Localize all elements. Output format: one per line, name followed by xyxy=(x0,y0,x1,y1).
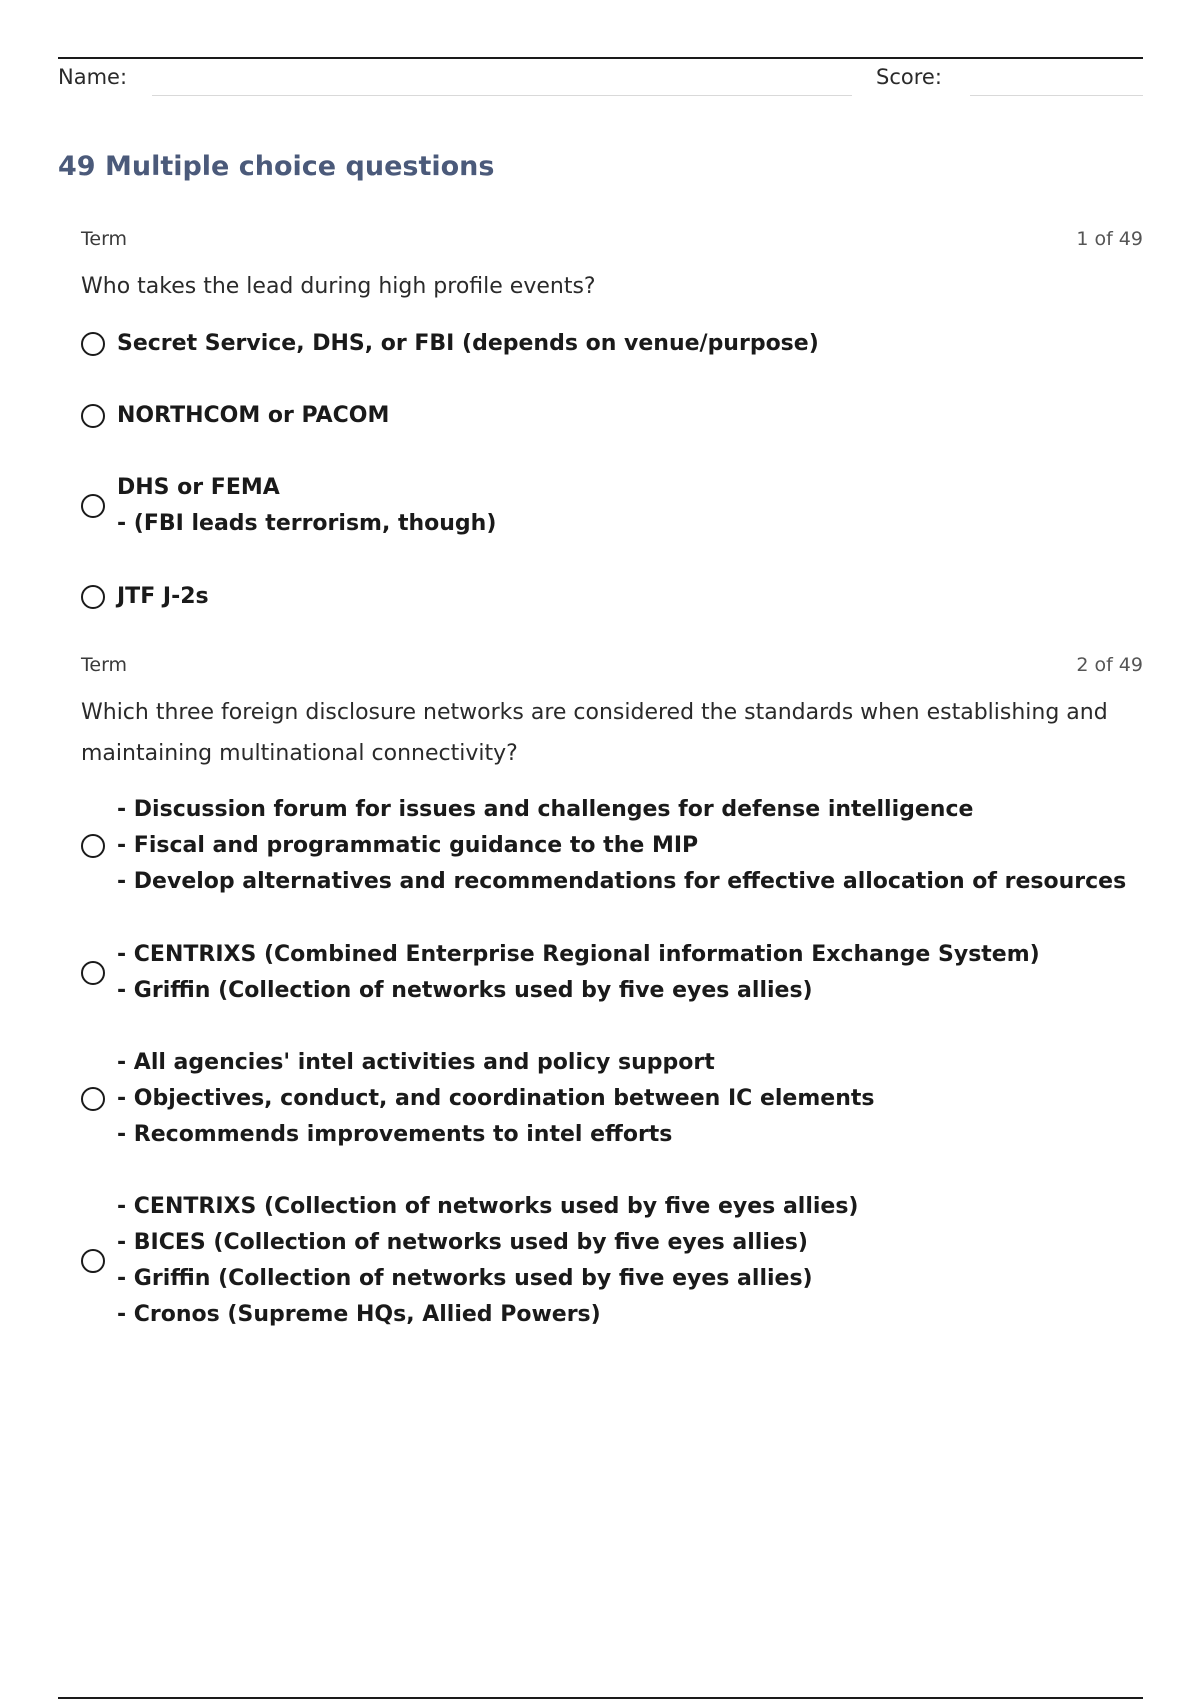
score-label: Score: xyxy=(876,65,942,89)
answer-option[interactable] xyxy=(81,579,209,615)
answer-option[interactable] xyxy=(81,470,496,542)
answer-option[interactable] xyxy=(81,1045,874,1153)
option-text: - (FBI leads terrorism, though) xyxy=(117,511,497,536)
option-text: DHS or FEMA xyxy=(117,475,280,500)
option-text: - Objectives, conduct, and coordination between IC elements xyxy=(117,1086,875,1111)
option-text: - Develop alternatives and recommendations for effective allocation of resources xyxy=(117,869,1127,894)
radio-circle-icon[interactable] xyxy=(81,494,105,518)
radio-circle-icon[interactable] xyxy=(81,961,105,985)
section-title: 49 Multiple choice questions xyxy=(58,151,495,182)
option-text: NORTHCOM or PACOM xyxy=(117,403,390,428)
option-text: - Cronos (Supreme HQs, Allied Powers) xyxy=(117,1302,601,1327)
header-row xyxy=(58,64,1143,98)
option-text: - All agencies' intel activities and policy support xyxy=(117,1050,715,1075)
option-text: - Fiscal and programmatic guidance to the MIP xyxy=(117,833,699,858)
radio-circle-icon[interactable] xyxy=(81,1249,105,1273)
option-text: - CENTRIXS (Combined Enterprise Regional information Exchange System) xyxy=(117,942,1040,967)
answer-option[interactable] xyxy=(81,398,389,434)
question-1 xyxy=(81,228,1143,628)
question-2 xyxy=(81,654,1143,1344)
option-text: - Recommends improvements to intel efforts xyxy=(117,1122,673,1147)
option-text: - Discussion forum for issues and challenges for defense intelligence xyxy=(117,797,974,822)
option-text: - Griffin (Collection of networks used by five eyes allies) xyxy=(117,1266,813,1291)
question-text: Who takes the lead during high profile events? xyxy=(81,274,596,299)
answer-option[interactable] xyxy=(81,937,1040,1009)
option-text: JTF J-2s xyxy=(117,584,209,609)
question-count: 1 of 49 xyxy=(1076,228,1143,250)
answer-option[interactable] xyxy=(81,1189,858,1333)
option-text: - CENTRIXS (Collection of networks used by five eyes allies) xyxy=(117,1194,859,1219)
radio-circle-icon[interactable] xyxy=(81,404,105,428)
question-meta xyxy=(81,228,1143,254)
option-text: - Griffin (Collection of networks used by five eyes allies) xyxy=(117,978,813,1003)
term-label: Term xyxy=(81,654,128,676)
option-text: Secret Service, DHS, or FBI (depends on venue/purpose) xyxy=(117,331,819,356)
name-field[interactable] xyxy=(152,95,852,96)
question-text: Which three foreign disclosure networks are considered the standards when establishing and maintaining multinational connectivity? xyxy=(81,700,1108,766)
radio-circle-icon[interactable] xyxy=(81,834,105,858)
term-label: Term xyxy=(81,228,128,250)
question-meta xyxy=(81,654,1143,680)
radio-circle-icon[interactable] xyxy=(81,585,105,609)
bottom-divider xyxy=(58,1697,1143,1699)
score-field[interactable] xyxy=(970,95,1143,96)
top-divider xyxy=(58,57,1143,59)
name-label: Name: xyxy=(58,65,128,89)
question-count: 2 of 49 xyxy=(1076,654,1143,676)
radio-circle-icon[interactable] xyxy=(81,332,105,356)
radio-circle-icon[interactable] xyxy=(81,1087,105,1111)
answer-option[interactable] xyxy=(81,792,1126,900)
answer-option[interactable] xyxy=(81,326,819,362)
option-text: - BICES (Collection of networks used by five eyes allies) xyxy=(117,1230,808,1255)
